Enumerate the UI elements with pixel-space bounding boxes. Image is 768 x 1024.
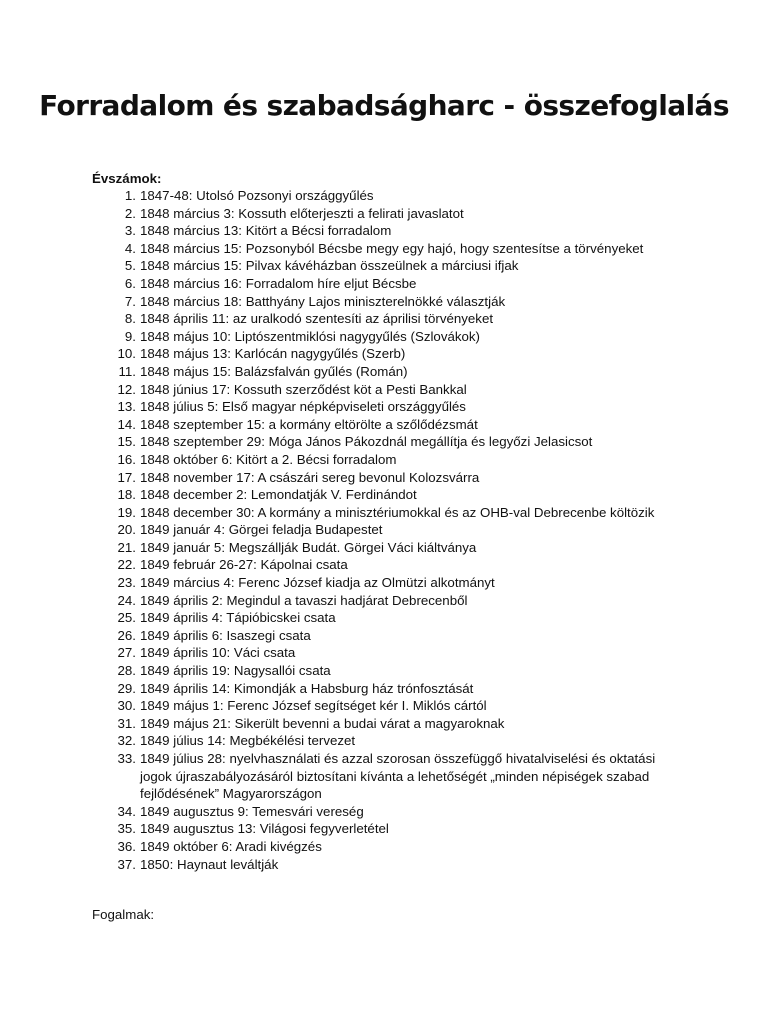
list-item-text: 1849 május 21: Sikerült bevenni a budai várat a magyaroknak (140, 715, 505, 731)
list-item-text: 1849 április 4: Tápióbicskei csata (140, 610, 336, 626)
list-item-number: 33. (117, 751, 136, 766)
list-item (92, 556, 672, 574)
list-item-number: 12. (117, 381, 136, 397)
list-item (92, 486, 672, 504)
list-item (92, 574, 672, 592)
list-item-text: 1849 július 28: nyelvhasználati és azzal szorosan összefüggő hivatalviselési és oktatási jogok újraszabályozásáról biztosítani kívánta a lehetőségét „minden népiségek szabad fejlődésének” Magyarországon (140, 751, 656, 802)
list-item-text: 1850: Haynaut leváltják (140, 856, 279, 872)
list-item-number: 35. (117, 821, 136, 837)
section-heading-fogalmak: Fogalmak: (92, 907, 155, 922)
list-item-text: 1848 március 13: Kitört a Bécsi forradalom (140, 223, 392, 239)
list-item-number: 34. (117, 803, 136, 819)
page-title: Forradalom és szabadságharc - összefoglalás (39, 89, 729, 122)
list-item-number: 21. (117, 539, 136, 555)
list-item-number: 27. (117, 645, 136, 661)
list-item (92, 363, 672, 381)
list-item (92, 398, 672, 416)
list-item-text: 1848 március 3: Kossuth előterjeszti a felirati javaslatot (140, 205, 464, 221)
list-item-number: 6. (124, 275, 136, 291)
list-item-number: 29. (117, 680, 136, 696)
list-item (92, 856, 672, 874)
list-item-number: 25. (117, 610, 136, 626)
list-item (92, 539, 672, 557)
list-item-text: 1848 április 11: az uralkodó szentesíti az áprilisi törvényeket (140, 311, 494, 327)
list-item-text: 1849 április 2: Megindul a tavaszi hadjárat Debrecenből (140, 592, 468, 608)
list-item (92, 662, 672, 680)
list-item (92, 222, 672, 240)
list-item-text: 1849 február 26-27: Kápolnai csata (140, 557, 348, 573)
list-item-text: 1848 március 15: Pozsonyból Bécsbe megy egy hajó, hogy szentesítse a törvényeket (140, 240, 644, 256)
list-item-number: 19. (117, 504, 136, 520)
list-item (92, 187, 672, 205)
list-item-text: 1849 március 4: Ferenc József kiadja az Olmützi alkotmányt (140, 575, 495, 591)
list-item (92, 310, 672, 328)
list-item (92, 732, 672, 750)
list-item-text: 1848 július 5: Első magyar népképviseleti országgyűlés (140, 399, 466, 415)
list-item (92, 715, 672, 733)
list-item (92, 275, 672, 293)
list-item-number: 28. (117, 663, 136, 679)
list-item-number: 16. (117, 451, 136, 467)
list-item (92, 433, 672, 451)
list-item-text: 1849 január 4: Görgei feladja Budapestet (140, 522, 383, 538)
list-item-number: 8. (124, 311, 136, 327)
list-item-text: 1848 március 16: Forradalom híre eljut Bécsbe (140, 275, 417, 291)
events-list (92, 187, 672, 873)
list-item-number: 9. (124, 328, 136, 344)
list-item (92, 750, 672, 803)
list-item-text: 1848 december 2: Lemondatják V. Ferdinándot (140, 487, 417, 503)
list-item-number: 11. (118, 363, 136, 379)
list-item-number: 37. (117, 856, 136, 872)
list-item-text: 1848 szeptember 29: Móga János Pákozdnál megállítja és legyőzi Jelasicsot (140, 434, 593, 450)
list-item-number: 18. (117, 487, 136, 503)
list-item (92, 680, 672, 698)
list-item-number: 20. (117, 522, 136, 538)
list-item-number: 24. (117, 592, 136, 608)
list-item (92, 240, 672, 258)
list-item-text: 1849 augusztus 13: Világosi fegyverletétel (140, 821, 389, 837)
list-item-text: 1849 április 14: Kimondják a Habsburg ház trónfosztását (140, 680, 474, 696)
list-item-text: 1847-48: Utolsó Pozsonyi országgyűlés (140, 188, 374, 203)
list-item (92, 838, 672, 856)
list-item-text: 1849 április 6: Isaszegi csata (140, 627, 311, 643)
list-item (92, 820, 672, 838)
list-item-text: 1848 május 13: Karlócán nagygyűlés (Szerb) (140, 346, 406, 362)
list-item (92, 803, 672, 821)
list-item-text: 1848 november 17: A császári sereg bevonul Kolozsvárra (140, 469, 480, 485)
list-item-text: 1848 június 17: Kossuth szerződést köt a Pesti Bankkal (140, 381, 467, 397)
list-item-number: 26. (117, 627, 136, 643)
list-item-number: 5. (124, 258, 136, 274)
list-item (92, 416, 672, 434)
list-item-text: 1848 május 10: Liptószentmiklósi nagygyűlés (Szlovákok) (140, 328, 480, 344)
list-item-text: 1849 április 10: Váci csata (140, 645, 296, 661)
list-item-number: 3. (124, 223, 136, 239)
list-item-number: 13. (117, 399, 136, 415)
list-item (92, 521, 672, 539)
list-item-number: 23. (117, 575, 136, 591)
list-item (92, 345, 672, 363)
list-item-number: 17. (117, 469, 136, 485)
list-item (92, 627, 672, 645)
section-heading-evszamok: Évszámok: (92, 171, 162, 186)
list-item (92, 504, 672, 522)
list-item (92, 293, 672, 311)
list-item (92, 644, 672, 662)
list-item-number: 36. (117, 838, 136, 854)
list-item-number: 4. (124, 240, 136, 256)
list-item-number: 2. (124, 205, 136, 221)
list-item (92, 592, 672, 610)
list-item-number: 14. (117, 416, 136, 432)
list-item-number: 30. (117, 698, 136, 714)
list-item (92, 451, 672, 469)
list-item-text: 1849 április 19: Nagysallói csata (140, 663, 331, 679)
list-item (92, 257, 672, 275)
list-item-text: 1848 március 15: Pilvax kávéházban összeülnek a márciusi ifjak (140, 258, 519, 274)
list-item (92, 328, 672, 346)
list-item-text: 1849 október 6: Aradi kivégzés (140, 838, 322, 854)
list-item-number: 32. (117, 733, 136, 749)
list-item-text: 1848 szeptember 15: a kormány eltörölte a szőlődézsmát (140, 416, 478, 432)
list-item (92, 697, 672, 715)
list-item (92, 469, 672, 487)
list-item-text: 1849 május 1: Ferenc József segítséget kér I. Miklós cártól (140, 698, 487, 714)
list-item-text: 1848 október 6: Kitört a 2. Bécsi forradalom (140, 451, 397, 467)
list-item-text: 1848 december 30: A kormány a minisztériumokkal és az OHB-val Debrecenbe költözik (140, 504, 655, 520)
list-item-number: 1. (124, 188, 136, 203)
list-item-number: 10. (117, 346, 136, 362)
list-item-text: 1848 március 18: Batthyány Lajos miniszterelnökké választják (140, 293, 506, 309)
list-item (92, 381, 672, 399)
list-item-text: 1848 május 15: Balázsfalván gyűlés (Román) (140, 363, 408, 379)
list-item-text: 1849 január 5: Megszállják Budát. Görgei Váci kiáltványa (140, 539, 477, 555)
list-item-number: 22. (117, 557, 136, 573)
list-item-number: 31. (117, 715, 136, 731)
list-item-number: 7. (124, 293, 136, 309)
list-item (92, 205, 672, 223)
list-item-number: 15. (117, 434, 136, 450)
list-item-text: 1849 július 14: Megbékélési tervezet (140, 733, 356, 749)
list-item (92, 609, 672, 627)
list-item-text: 1849 augusztus 9: Temesvári vereség (140, 803, 364, 819)
